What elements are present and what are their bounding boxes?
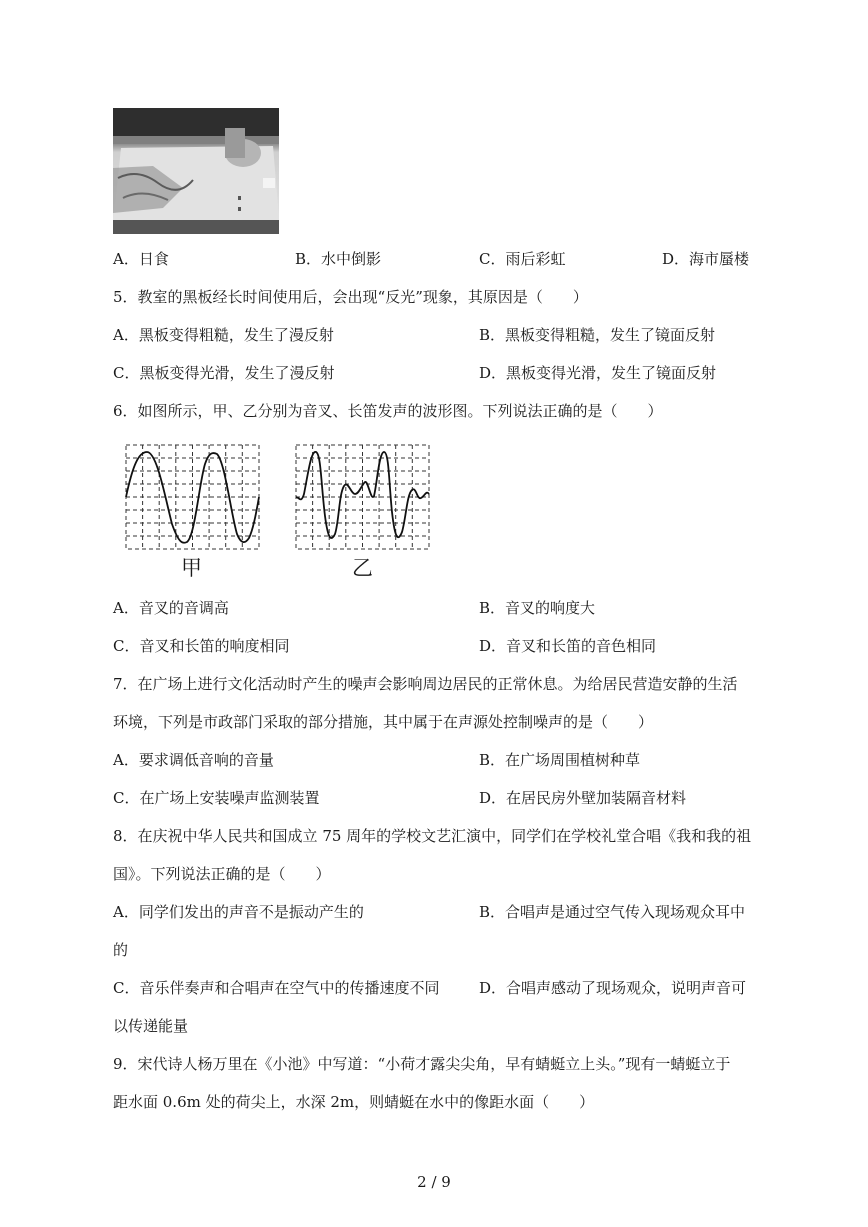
tuning-fork-waveform — [125, 444, 261, 550]
flute-waveform — [295, 444, 431, 550]
q8-stem-line1: 8．在庆祝中华人民共和国成立 75 周年的学校文艺汇演中，同学们在学校礼堂合唱《我和我的祖 — [113, 827, 752, 845]
q4-option-c: C．雨后彩虹 — [479, 250, 566, 268]
q7-option-b: B．在广场周围植树种草 — [479, 751, 641, 769]
q6-option-b: B．音叉的响度大 — [479, 599, 596, 617]
q9-stem-line2: 距水面 0.6m 处的荷尖上，水深 2m，则蜻蜓在水中的像距水面（ ） — [113, 1093, 595, 1111]
q7-stem-line2: 环境，下列是市政部门采取的部分措施，其中属于在声源处控制噪声的是（ ） — [113, 713, 654, 731]
q8-option-d-line1: D．合唱声感动了现场观众，说明声音可 — [479, 979, 747, 997]
q5-option-b: B．黑板变得粗糙，发生了镜面反射 — [479, 326, 716, 344]
fig-label-jia: 甲 — [181, 556, 202, 580]
q5-stem: 5．教室的黑板经长时间使用后，会出现“反光”现象，其原因是（ ） — [113, 288, 588, 306]
fig-label-yi: 乙 — [352, 556, 373, 580]
q5-option-c: C．黑板变得光滑，发生了漫反射 — [113, 364, 335, 382]
q6-option-a: A．音叉的音调高 — [113, 599, 229, 617]
q4-photo — [113, 108, 279, 234]
q9-stem-line1: 9．宋代诗人杨万里在《小池》中写道：“小荷才露尖尖角，早有蜻蜓立上头。”现有一蜻蜓立于 — [113, 1055, 731, 1073]
q4-option-d: D．海市蜃楼 — [662, 250, 750, 268]
q8-option-b-line1: B．合唱声是通过空气传入现场观众耳中 — [479, 903, 746, 921]
q6-option-c: C．音叉和长笛的响度相同 — [113, 637, 290, 655]
q7-option-c: C．在广场上安装噪声监测装置 — [113, 789, 320, 807]
q6-option-d: D．音叉和长笛的音色相同 — [479, 637, 657, 655]
q6-stem: 6．如图所示，甲、乙分别为音叉、长笛发声的波形图。下列说法正确的是（ ） — [113, 402, 663, 420]
q5-option-a: A．黑板变得粗糙，发生了漫反射 — [113, 326, 334, 344]
q7-option-a: A．要求调低音响的音量 — [113, 751, 274, 769]
q5-option-d: D．黑板变得光滑，发生了镜面反射 — [479, 364, 717, 382]
q7-stem-line1: 7．在广场上进行文化活动时产生的噪声会影响周边居民的正常休息。为给居民营造安静的生活 — [113, 675, 738, 693]
q8-option-b-line2: 的 — [113, 941, 129, 959]
page-number: 2 / 9 — [417, 1173, 451, 1191]
q8-option-c: C．音乐伴奏声和合唱声在空气中的传播速度不同 — [113, 979, 440, 997]
q8-option-d-line2: 以传递能量 — [113, 1017, 189, 1035]
q4-option-a: A．日食 — [113, 250, 169, 268]
q4-option-b: B．水中倒影 — [295, 250, 382, 268]
q8-option-a: A．同学们发出的声音不是振动产生的 — [113, 903, 364, 921]
q7-option-d: D．在居民房外壁加装隔音材料 — [479, 789, 687, 807]
q8-stem-line2: 国》。下列说法正确的是（ ） — [113, 865, 331, 883]
